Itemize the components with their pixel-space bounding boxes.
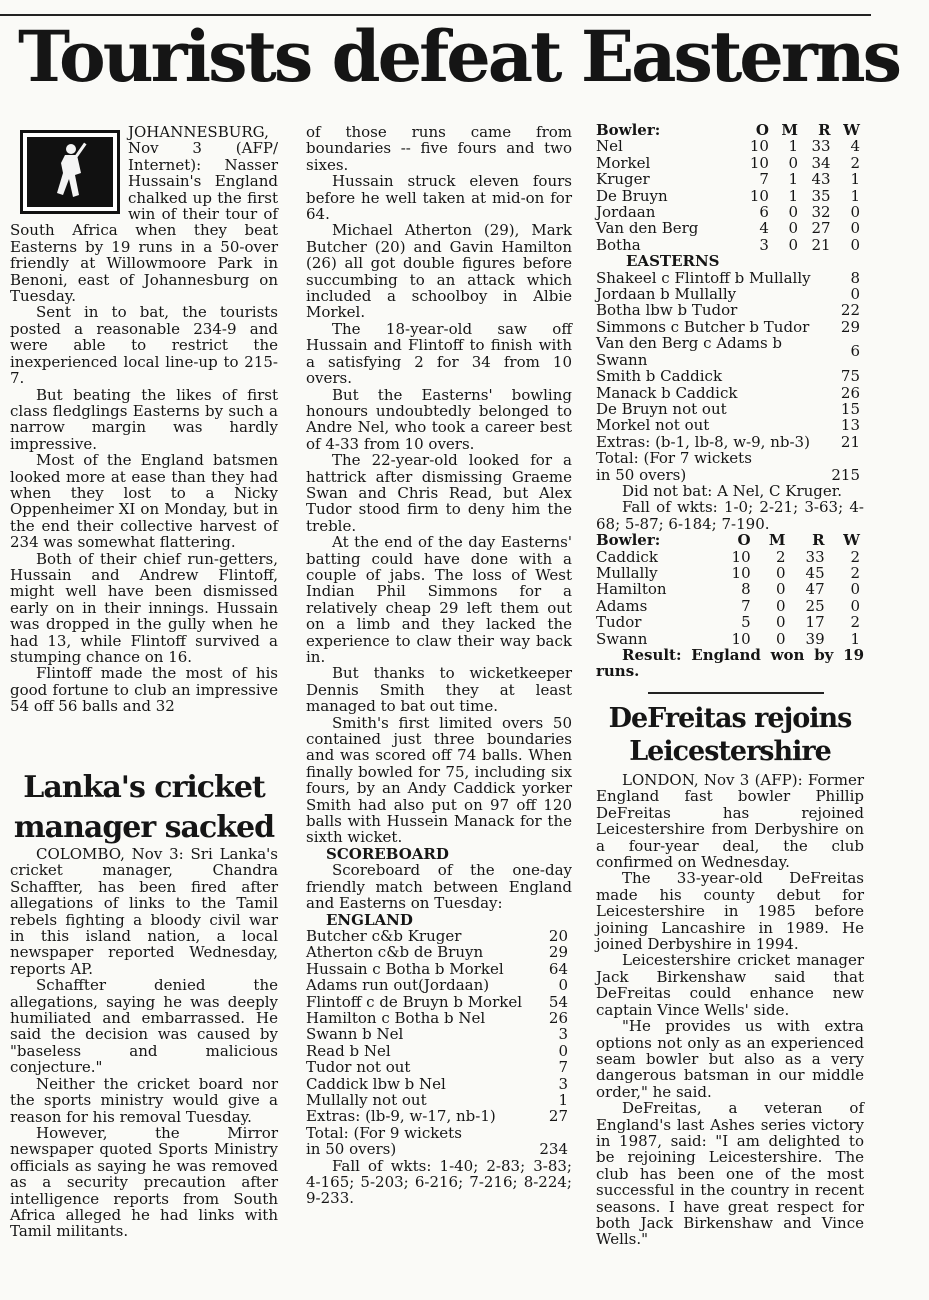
defreitas-paragraph: The 33-year-old DeFreitas made his county debut for Leicestershire in 1985 before joining Lancashire in 1989. He joined Derbyshire in 1994. bbox=[596, 869, 864, 954]
runs-value: 33 bbox=[811, 137, 831, 156]
batsman-dismissal: Butcher c&b Kruger bbox=[306, 926, 462, 945]
defreitas-headline: DeFreitas rejoins Leicestershire bbox=[608, 703, 852, 767]
england-total-label: Total: (For 9 wickets in 50 overs) bbox=[306, 1123, 462, 1159]
batsman-dismissal: Jordaan b Mullally bbox=[596, 285, 737, 304]
wickets-header: W bbox=[843, 531, 860, 550]
wickets-value: 0 bbox=[850, 580, 860, 599]
wickets-value: 0 bbox=[850, 219, 860, 238]
batsman-dismissal: Simmons c Butcher b Tudor bbox=[596, 317, 810, 336]
batsman-runs: 0 bbox=[558, 1041, 568, 1060]
maidens-value: 2 bbox=[775, 547, 786, 566]
bowler-name: Kruger bbox=[596, 170, 650, 189]
batting-row bbox=[596, 368, 864, 384]
bowler-name: Swann bbox=[596, 629, 648, 648]
batsman-runs: 26 bbox=[840, 383, 860, 402]
england-fall-of-wickets: Fall of wkts: 1-40; 2-83; 3-83; 4-165; 5-203; 6-216; 7-216; 8-224; 9-233. bbox=[306, 1156, 572, 1208]
maidens-header: M bbox=[781, 121, 798, 139]
main-story-paragraph: Sent in to bat, the tourists posted a reasonable 234-9 and were able to restrict the inexperienced local line-up to 215-7. bbox=[10, 303, 278, 388]
runs-header: R bbox=[818, 121, 831, 139]
defreitas-story-body bbox=[596, 772, 864, 1248]
batting-row bbox=[596, 302, 864, 318]
main-story-column-1 bbox=[10, 124, 278, 715]
bowling-row bbox=[596, 204, 864, 220]
maidens-value: 0 bbox=[775, 563, 786, 582]
batting-row bbox=[306, 1076, 572, 1092]
overs-header: O bbox=[755, 121, 769, 139]
batsman-dismissal: Botha lbw b Tudor bbox=[596, 301, 738, 320]
wickets-value: 2 bbox=[850, 547, 860, 566]
main-story-paragraph: Both of their chief run-getters, Hussain and Andrew Flintoff, might well have been dismissed early on in their innings. Hussain was dropped in the gully when he had 13, while Flintoff survived a stumping chance on 16. bbox=[10, 549, 278, 666]
bowling-row bbox=[596, 237, 864, 253]
main-story-paragraph: Smith's first limited overs 50 contained just three boundaries and was scored off 74 balls. When finally bowled for 75, including six fours, by an Andy Caddick yorker Smith had also put on 97 off 120 balls with Hussein Manack for the sixth wicket. bbox=[306, 713, 572, 847]
batsman-dismissal: Morkel not out bbox=[596, 416, 710, 435]
batting-row bbox=[596, 401, 864, 417]
batsman-dismissal: Extras: (lb-9, w-17, nb-1) bbox=[306, 1107, 496, 1126]
main-story-paragraph: Hussain struck eleven fours before he well taken at mid-on for 64. bbox=[306, 172, 572, 224]
wickets-value: 2 bbox=[850, 153, 860, 172]
bowler-name: Morkel bbox=[596, 153, 651, 172]
batsman-runs: 15 bbox=[840, 399, 860, 418]
batting-row bbox=[596, 270, 864, 286]
maidens-value: 0 bbox=[775, 596, 786, 615]
main-headline: Tourists defeat Easterns bbox=[18, 15, 899, 98]
bowling-row bbox=[596, 598, 864, 614]
batsman-runs: 75 bbox=[840, 367, 860, 386]
batsman-runs: 29 bbox=[548, 943, 568, 962]
batting-row bbox=[306, 1059, 572, 1075]
main-story-paragraph: Flintoff made the most of his good fortune to club an impressive 54 off 56 balls and 32 bbox=[10, 664, 278, 716]
wickets-value: 0 bbox=[850, 596, 860, 615]
overs-value: 10 bbox=[749, 186, 769, 205]
bowler-name: Hamilton bbox=[596, 580, 667, 599]
bowler-name: De Bruyn bbox=[596, 186, 668, 205]
batting-row bbox=[596, 434, 864, 450]
maidens-value: 0 bbox=[775, 580, 786, 599]
england-total-row bbox=[306, 1125, 572, 1158]
batsman-runs: 22 bbox=[840, 301, 860, 320]
maidens-value: 0 bbox=[775, 629, 786, 648]
batsman-runs: 20 bbox=[548, 926, 568, 945]
lanka-paragraph: Neither the cricket board nor the sports ministry would give a reason for his removal Tuesday. bbox=[10, 1074, 278, 1126]
runs-header: R bbox=[812, 531, 825, 550]
batsman-dismissal: Adams run out(Jordaan) bbox=[306, 976, 490, 995]
batsman-runs: 3 bbox=[558, 1025, 568, 1044]
bowling-row bbox=[596, 138, 864, 154]
runs-value: 33 bbox=[805, 547, 825, 566]
lanka-headline: Lanka's cricket manager sacked bbox=[13, 770, 275, 845]
batsman-runs: 7 bbox=[558, 1058, 568, 1077]
maidens-value: 0 bbox=[788, 153, 798, 172]
batsman-runs: 21 bbox=[840, 432, 860, 451]
batting-row bbox=[596, 417, 864, 433]
bowling-row bbox=[596, 171, 864, 187]
batsman-runs: 27 bbox=[548, 1107, 568, 1126]
wickets-value: 2 bbox=[850, 613, 860, 632]
batsman-dismissal: Smith b Caddick bbox=[596, 367, 723, 386]
main-story-paragraph: But thanks to wicketkeeper Dennis Smith they at least managed to bat out time. bbox=[306, 664, 572, 716]
overs-value: 6 bbox=[759, 203, 769, 222]
easterns-fall-of-wickets: Fall of wkts: 1-0; 2-21; 3-63; 4-68; 5-87; 6-184; 7-190. bbox=[596, 498, 864, 533]
story-divider bbox=[648, 692, 824, 694]
overs-value: 3 bbox=[759, 235, 769, 254]
batsman-dismissal: Van den Berg c Adams b Swann bbox=[596, 334, 783, 369]
runs-value: 34 bbox=[811, 153, 831, 172]
overs-value: 10 bbox=[731, 563, 751, 582]
bowler-header: Bowler: bbox=[596, 121, 661, 139]
wickets-value: 2 bbox=[850, 563, 860, 582]
batsman-dismissal: Hussain c Botha b Morkel bbox=[306, 959, 504, 978]
lanka-paragraph: COLOMBO, Nov 3: Sri Lanka's cricket manager, Chandra Schaffter, has been fired after allegations of links to the Tamil rebels fighting a bloody civil war in this island nation, a local newspaper reported Wednesday, reports AP. bbox=[10, 845, 278, 978]
lanka-story-body bbox=[10, 846, 278, 1240]
scoreboard-column-3 bbox=[596, 122, 864, 680]
bowler-header: Bowler: bbox=[596, 531, 661, 550]
bowling-row bbox=[596, 549, 864, 565]
overs-value: 8 bbox=[741, 580, 751, 599]
batsman-runs: 3 bbox=[558, 1074, 568, 1093]
runs-value: 21 bbox=[811, 235, 831, 254]
lanka-paragraph: Schaffter denied the allegations, saying he was deeply humiliated and embarrassed. He said the decision was caused by "baseless and malicious conjecture." bbox=[10, 976, 278, 1077]
batting-row bbox=[306, 1026, 572, 1042]
scoreboard-title: SCOREBOARD bbox=[326, 844, 449, 863]
runs-value: 39 bbox=[805, 629, 825, 648]
batting-row bbox=[306, 928, 572, 944]
batting-row bbox=[596, 319, 864, 335]
wickets-value: 4 bbox=[850, 137, 860, 156]
batsman-dismissal: Swann b Nel bbox=[306, 1025, 404, 1044]
wickets-value: 1 bbox=[850, 629, 860, 648]
match-result: Result: England won by 19 runs. bbox=[596, 646, 864, 681]
batsman-dismissal: Manack b Caddick bbox=[596, 383, 738, 402]
england-total: 234 bbox=[539, 1140, 568, 1159]
batsman-runs: 0 bbox=[850, 285, 860, 304]
bowling-row bbox=[596, 220, 864, 236]
overs-value: 5 bbox=[741, 613, 751, 632]
maidens-value: 1 bbox=[788, 170, 798, 189]
runs-value: 32 bbox=[811, 203, 831, 222]
easterns-label: EASTERNS bbox=[626, 252, 720, 271]
main-story-intro: JOHANNESBURG, Nov 3 (AFP/ Internet): Nasser Hussain's England chalked up the first win of their tour of South Africa when they beat Easterns by 19 runs in a 50-over friendly at Willowmoore Park in Benoni, east of Johannesburg on Tuesday. bbox=[10, 123, 278, 306]
scoreboard-intro: Scoreboard of the one-day friendly match between England and Easterns on Tuesday: bbox=[306, 861, 572, 913]
easterns-total: 215 bbox=[831, 465, 860, 484]
main-story-paragraph: At the end of the day Easterns' batting could have done with a couple of jabs. The loss of West Indian Phil Simmons for a relatively cheap 29 left them out on a limb and they lacked the experience to claw their way back in. bbox=[306, 533, 572, 666]
england-batting-table bbox=[306, 928, 572, 1125]
defreitas-paragraph: DeFreitas, a veteran of England's last Ashes series victory in 1987, said: "I am delighted to be rejoining Leicestershire. The club has been one of the most successful in the country in recent seasons. I have great respect for both Jack Birkenshaw and Vince Wells." bbox=[596, 1099, 864, 1249]
bowling-header-row bbox=[596, 122, 864, 138]
bowling-row bbox=[596, 155, 864, 171]
bowler-name: Jordaan bbox=[596, 203, 656, 222]
batsman-runs: 26 bbox=[548, 1008, 568, 1027]
batting-row bbox=[306, 994, 572, 1010]
batting-row bbox=[306, 1043, 572, 1059]
main-story-paragraph: The 18-year-old saw off Hussain and Flintoff to finish with a satisfying 2 for 34 from 10 overs. bbox=[306, 319, 572, 388]
main-story-paragraph: But beating the likes of first class fledglings Easterns by such a narrow margin was hardly impressive. bbox=[10, 385, 278, 453]
wickets-value: 1 bbox=[850, 186, 860, 205]
maidens-value: 0 bbox=[788, 219, 798, 238]
easterns-total-row bbox=[596, 450, 864, 483]
bowling-header-row bbox=[596, 532, 864, 548]
batting-row bbox=[306, 1092, 572, 1108]
batsman-dismissal: Caddick lbw b Nel bbox=[306, 1074, 446, 1093]
batsman-runs: 54 bbox=[548, 992, 568, 1011]
batting-row bbox=[306, 944, 572, 960]
overs-value: 10 bbox=[749, 153, 769, 172]
overs-value: 7 bbox=[741, 596, 751, 615]
lanka-paragraph: However, the Mirror newspaper quoted Sports Ministry officials as saying he was removed as a security precaution after intelligence reports from South Africa alleged he had links with Tamil militants. bbox=[10, 1123, 278, 1241]
batting-row bbox=[306, 1108, 572, 1124]
runs-value: 35 bbox=[811, 186, 831, 205]
batsman-dismissal: Extras: (b-1, lb-8, w-9, nb-3) bbox=[596, 432, 810, 451]
overs-value: 10 bbox=[731, 629, 751, 648]
bowler-name: Adams bbox=[596, 596, 648, 615]
easterns-batting-table bbox=[596, 270, 864, 450]
batting-row bbox=[596, 385, 864, 401]
maidens-value: 1 bbox=[788, 137, 798, 156]
main-story-paragraph: Michael Atherton (29), Mark Butcher (20) and Gavin Hamilton (26) all got double figures before succumbing to an attack which included a schoolboy in Albie Morkel. bbox=[306, 221, 572, 322]
runs-value: 17 bbox=[805, 613, 825, 632]
runs-value: 45 bbox=[805, 563, 825, 582]
bowler-name: Tudor bbox=[596, 613, 642, 632]
england-total-table bbox=[306, 1125, 572, 1158]
bowling-row bbox=[596, 581, 864, 597]
main-story-continuation: of those runs came from boundaries -- five fours and two sixes. bbox=[306, 123, 572, 174]
bowler-name: Nel bbox=[596, 137, 623, 156]
maidens-value: 0 bbox=[788, 235, 798, 254]
batsman-dismissal: De Bruyn not out bbox=[596, 399, 727, 418]
overs-value: 10 bbox=[731, 547, 751, 566]
batsman-dismissal: Mullally not out bbox=[306, 1090, 427, 1109]
batsman-runs: 1 bbox=[558, 1090, 568, 1109]
batting-row bbox=[596, 286, 864, 302]
england-label: ENGLAND bbox=[326, 910, 413, 929]
batting-row bbox=[306, 977, 572, 993]
runs-value: 47 bbox=[805, 580, 825, 599]
batsman-dismissal: Hamilton c Botha b Nel bbox=[306, 1008, 486, 1027]
maidens-value: 1 bbox=[788, 186, 798, 205]
bowler-name: Mullally bbox=[596, 563, 658, 582]
main-story-paragraph: But the Easterns' bowling honours undoubtedly belonged to Andre Nel, who took a career best of 4-33 from 10 overs. bbox=[306, 385, 572, 453]
batting-row bbox=[306, 1010, 572, 1026]
maidens-value: 0 bbox=[788, 203, 798, 222]
easterns-bowling-table bbox=[596, 122, 864, 253]
bowler-name: Van den Berg bbox=[596, 219, 699, 238]
batsman-dismissal: Flintoff c de Bruyn b Morkel bbox=[306, 992, 523, 1011]
batsman-runs: 64 bbox=[548, 959, 568, 978]
bowler-name: Botha bbox=[596, 235, 641, 254]
wickets-value: 0 bbox=[850, 203, 860, 222]
batsman-dismissal: Tudor not out bbox=[306, 1058, 411, 1077]
runs-value: 27 bbox=[811, 219, 831, 238]
defreitas-paragraph: "He provides us with extra options not only as an experienced seam bowler but also as a very dangerous batsman in our middle order," he said. bbox=[596, 1017, 864, 1101]
overs-value: 7 bbox=[759, 170, 769, 189]
defreitas-paragraph: LONDON, Nov 3 (AFP): Former England fast bowler Phillip DeFreitas has rejoined Leicestershire from Derbyshire on a four-year deal, the club confirmed on Wednesday. bbox=[596, 771, 864, 872]
england-bowling-table bbox=[596, 532, 864, 647]
batting-row bbox=[596, 335, 864, 368]
bowling-row bbox=[596, 188, 864, 204]
overs-value: 10 bbox=[749, 137, 769, 156]
bowling-row bbox=[596, 565, 864, 581]
main-story-paragraph: The 22-year-old looked for a hattrick after dismissing Graeme Swan and Chris Read, but Alex Tudor stood firm to deny him the treble. bbox=[306, 451, 572, 535]
wickets-value: 1 bbox=[850, 170, 860, 189]
batsman-runs: 6 bbox=[850, 342, 860, 361]
batsman-runs: 8 bbox=[850, 268, 860, 287]
wickets-header: W bbox=[843, 121, 860, 139]
wickets-value: 0 bbox=[850, 235, 860, 254]
batting-row bbox=[306, 961, 572, 977]
overs-header: O bbox=[737, 531, 751, 550]
batsman-runs: 13 bbox=[840, 416, 860, 435]
batsman-dismissal: Atherton c&b de Bruyn bbox=[306, 943, 484, 962]
runs-value: 25 bbox=[805, 596, 825, 615]
defreitas-paragraph: Leicestershire cricket manager Jack Birkenshaw said that DeFreitas could enhance new captain Vince Wells' side. bbox=[596, 951, 864, 1019]
bowling-row bbox=[596, 614, 864, 630]
did-not-bat: Did not bat: A Nel, C Kruger. bbox=[622, 481, 843, 500]
easterns-total-table bbox=[596, 450, 864, 483]
bowling-row bbox=[596, 631, 864, 647]
batsman-dismissal: Read b Nel bbox=[306, 1041, 391, 1060]
batsman-runs: 29 bbox=[840, 317, 860, 336]
main-story-column-2 bbox=[306, 124, 572, 1207]
batsman-dismissal: Shakeel c Flintoff b Mullally bbox=[596, 268, 811, 287]
overs-value: 4 bbox=[759, 219, 769, 238]
maidens-header: M bbox=[768, 531, 786, 550]
easterns-total-label: Total: (For 7 wickets in 50 overs) bbox=[596, 449, 752, 484]
maidens-value: 0 bbox=[775, 613, 786, 632]
bowler-name: Caddick bbox=[596, 547, 658, 566]
runs-value: 43 bbox=[811, 170, 831, 189]
batsman-runs: 0 bbox=[558, 976, 568, 995]
main-story-paragraph: Most of the England batsmen looked more at ease than they had when they lost to a Nicky Oppenheimer XI on Monday, but in the end their collective harvest of 234 was somewhat flattering. bbox=[10, 451, 278, 552]
